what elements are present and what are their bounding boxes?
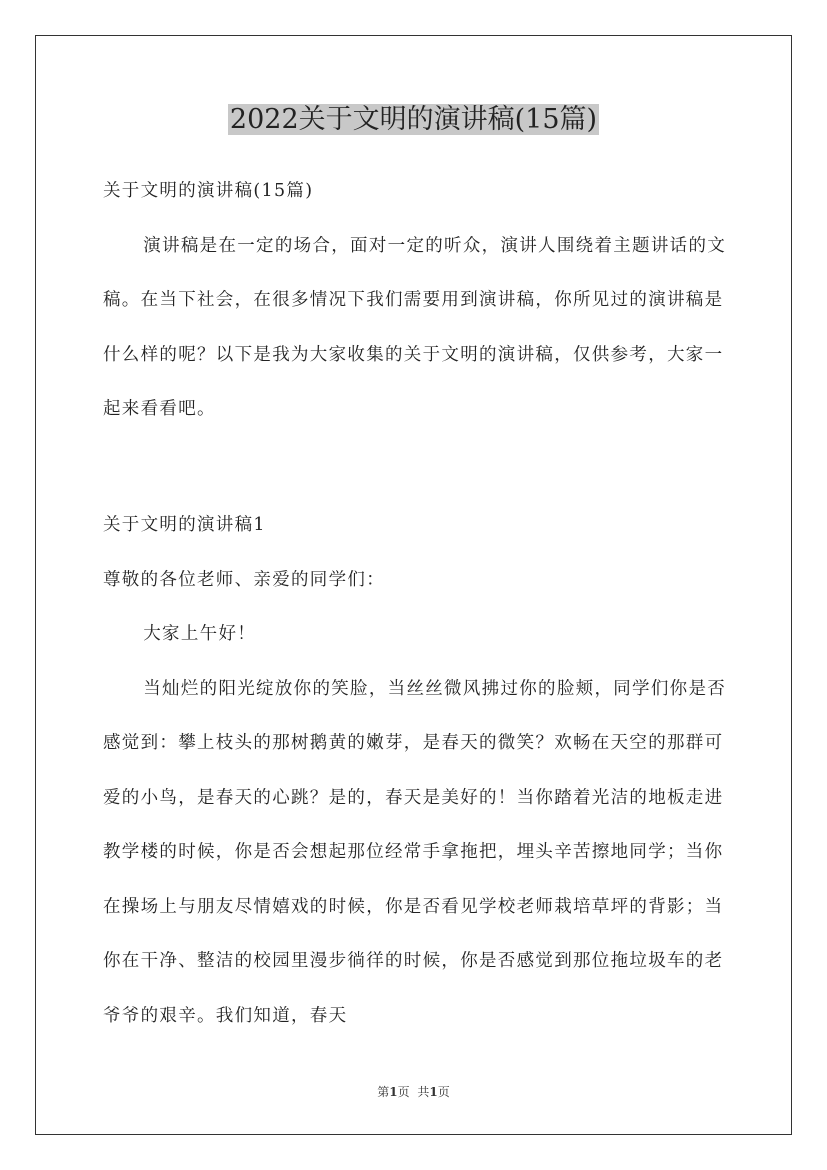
document-title — [0, 100, 827, 140]
total-pages: 1 — [429, 1085, 438, 1099]
section-1-paragraph-1: 当灿烂的阳光绽放你的笑脸，当丝丝微风拂过你的脸颊，同学们你是否感觉到：攀上枝头的那树鹅黄的嫩芽，是春天的微笑？欢畅在天空的那群可爱的小鸟，是春天的心跳？是的，春天是美好的！当你踏着光洁的地板走进教学楼的时候，你是否会想起那位经常手拿拖把，埋头辛苦擦地同学；当你在操场上与朋友尽情嬉戏的时候，你是否看见学校老师栽培草坪的背影；当你在干净、整洁的校园里漫步徜徉的时候，你是否感觉到那位拖垃圾车的老爷爷的艰辛。我们知道，春天 — [103, 678, 727, 1026]
section-1-block — [103, 498, 728, 1043]
total-prefix: 共 — [417, 1085, 430, 1099]
intro-block — [103, 164, 728, 437]
page-number: 1 — [389, 1085, 398, 1099]
section-1-heading: 关于文明的演讲稿1 — [103, 515, 266, 535]
document-subtitle: 关于文明的演讲稿(15篇) — [103, 181, 314, 201]
page-prefix: 第 — [377, 1085, 390, 1099]
salutation: 尊敬的各位老师、亲爱的同学们： — [103, 569, 385, 590]
page-footer — [0, 1083, 827, 1101]
total-suffix: 页 — [437, 1085, 450, 1099]
greeting: 大家上午好！ — [143, 624, 257, 644]
page-suffix: 页 — [397, 1085, 410, 1099]
intro-paragraph: 演讲稿是在一定的场合，面对一定的听众，演讲人围绕着主题讲话的文稿。在当下社会，在很多情况下我们需要用到演讲稿，你所见过的演讲稿是什么样的呢？以下是我为大家收集的关于文明的演讲稿，仅供参考，大家一起来看看吧。 — [103, 235, 727, 419]
document-title-text: 2022关于文明的演讲稿(15篇) — [229, 104, 598, 135]
